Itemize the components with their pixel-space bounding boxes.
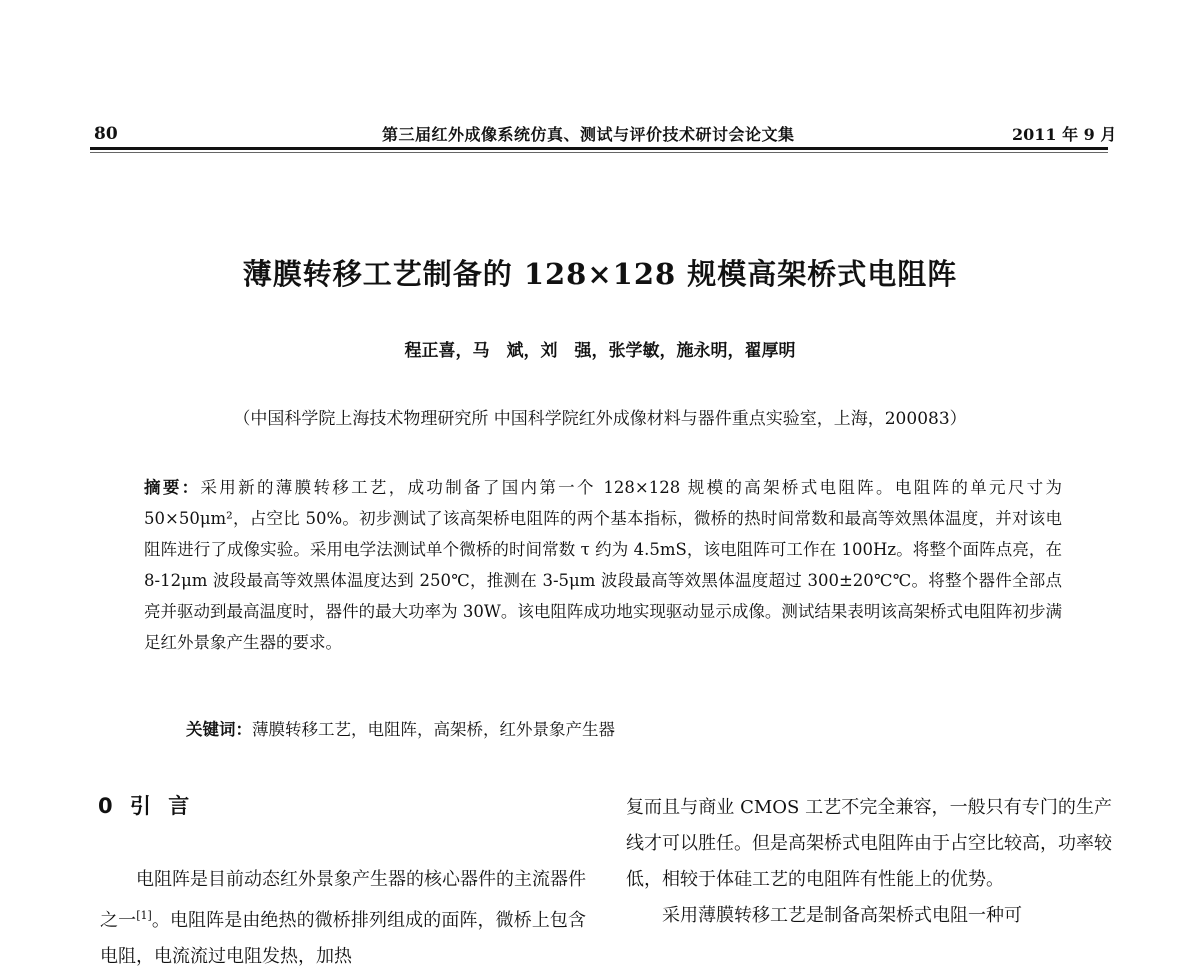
header-rule-thin [90, 152, 1108, 153]
header-rule [90, 147, 1108, 150]
running-header-proceedings: 第三届红外成像系统仿真、测试与评价技术研讨会论文集 [382, 125, 795, 144]
running-header-page-number: 80 [94, 124, 118, 144]
running-header-date: 2011 年 9 月 [1012, 125, 1117, 144]
abstract-text: 采用新的薄膜转移工艺，成功制备了国内第一个 128×128 规模的高架桥式电阻阵。电阻阵的单元尺寸为 50×50μm²，占空比 50%。初步测试了该高架桥电阻阵的两个基本指标，微桥的热时间常数和最高等效黑体温度，并对该电阻阵进行了成像实验。采用电学法测试单个微桥的时间常数 τ 约为 4.5mS，该电阻阵可工作在 100Hz。将整个面阵点亮，在 8-12μm 波段最高等效黑体温度达到 250℃，推测在 3-5μm 波段最高等效黑体温度超过 300±20℃℃。将整个器件全部点亮并驱动到最高温度时，器件的最大功率为 30W。该电阻阵成功地实现驱动显示成像。测试结果表明该高架桥式电阻阵初步满足红外景象产生器的要求。 [144, 478, 1062, 652]
abstract-label: 摘要： [144, 478, 201, 497]
body-text-continued: 。电阻阵是由绝热的微桥排列组成的面阵，微桥上包含电阻，电流流过电阻发热，加热 [100, 910, 586, 967]
body-paragraph: 采用薄膜转移工艺是制备高架桥式电阻一种可 [662, 905, 1022, 926]
body-column-right [626, 790, 1112, 934]
paper-affiliation: （中国科学院上海技术物理研究所 中国科学院红外成像材料与器件重点实验室，上海，200083） [233, 409, 967, 429]
body-column-left [100, 862, 586, 975]
section-heading-introduction: 0 引 言 [98, 794, 190, 818]
paper-authors: 程正喜，马 斌，刘 强，张学敏，施永明，翟厚明 [404, 341, 796, 361]
keywords-text: 薄膜转移工艺，电阻阵，高架桥，红外景象产生器 [252, 720, 615, 739]
body-paragraph [100, 862, 586, 975]
keywords [186, 716, 615, 740]
citation: [1] [136, 909, 152, 922]
body-paragraph-continued: 复而且与商业 CMOS 工艺不完全兼容，一般只有专门的生产线才可以胜任。但是高架桥式电阻阵由于占空比较高，功率较低，相较于体硅工艺的电阻阵有性能上的优势。 [626, 797, 1112, 890]
body-text: 电阻阵是目前动态红外景象产生器的核心器件的主流器件之一 [100, 869, 586, 931]
keywords-label: 关键词： [186, 720, 252, 739]
abstract [144, 472, 1062, 658]
paper-title: 薄膜转移工艺制备的 128×128 规模高架桥式电阻阵 [242, 257, 958, 291]
